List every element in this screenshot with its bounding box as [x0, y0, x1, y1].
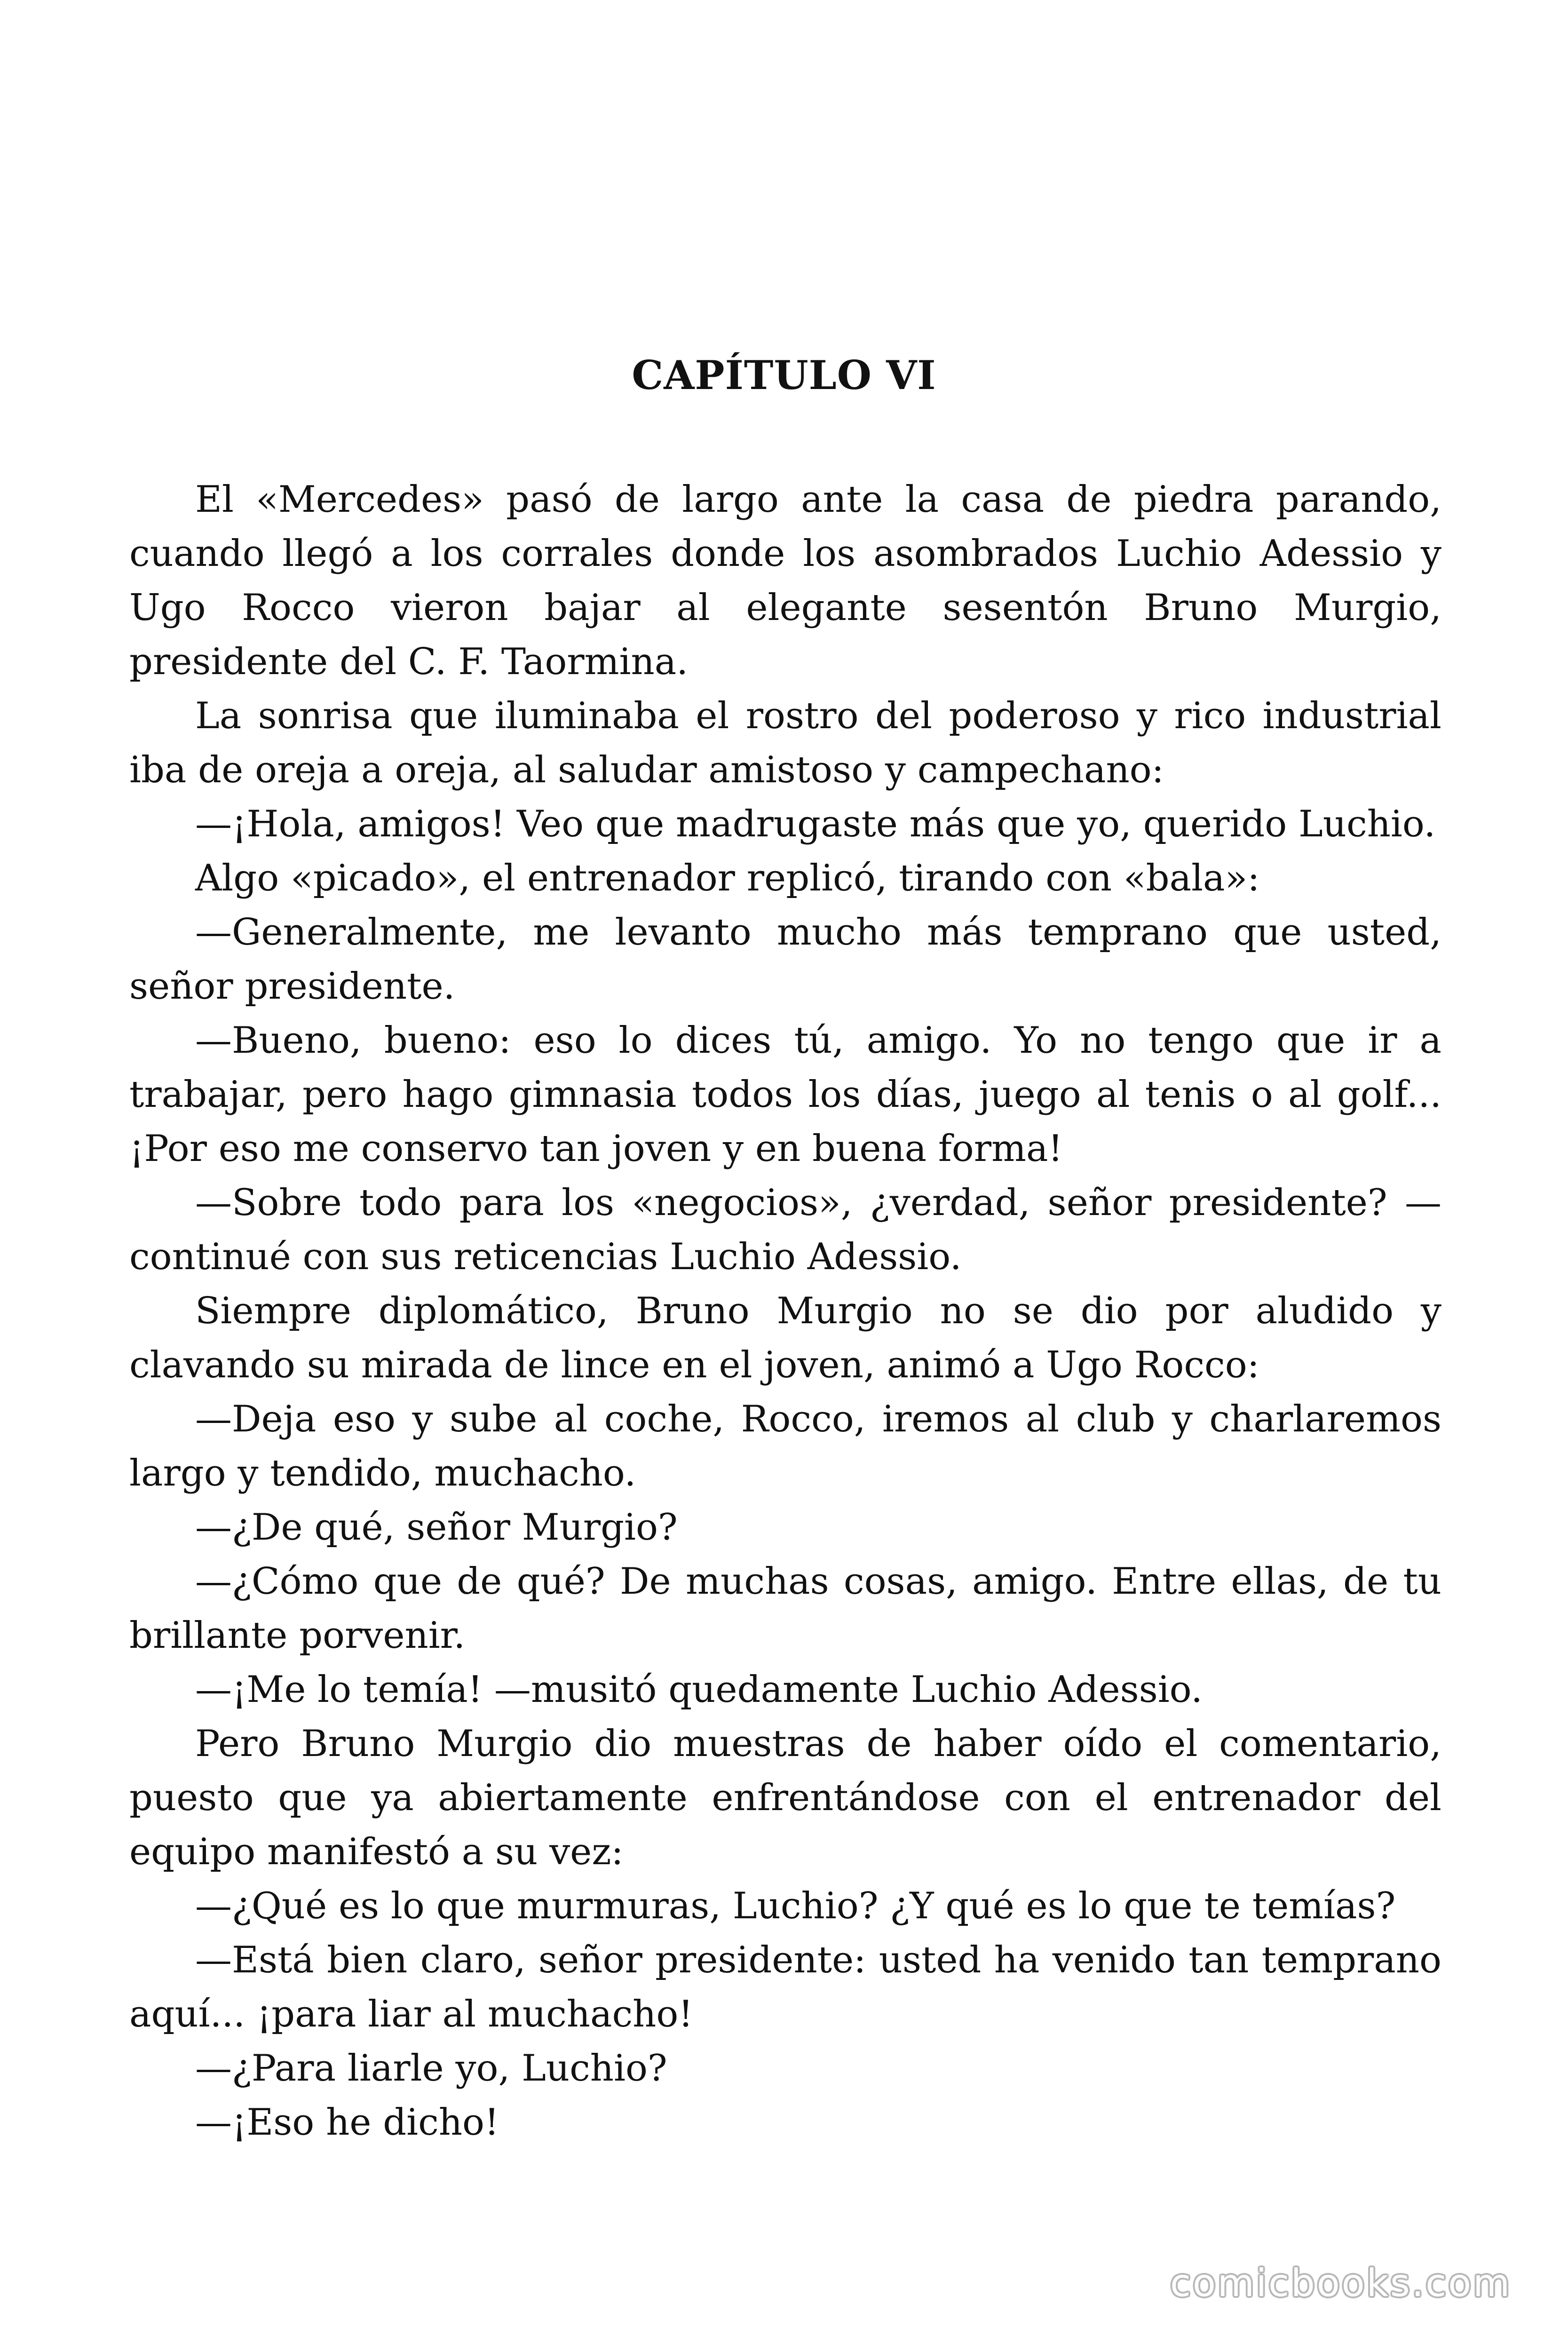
- paragraph: —¿Cómo que de qué? De muchas cosas, amigo. Entre ellas, de tu brillante porvenir.: [129, 1560, 1441, 1657]
- paragraph: La sonrisa que iluminaba el rostro del poderoso y rico industrial iba de oreja a oreja, al saludar amistoso y campechano:: [129, 695, 1441, 791]
- paragraph: El «Mercedes» pasó de largo ante la casa de piedra parando, cuando llegó a los corrales donde los asombrados Luchio Adessio y Ugo Rocco vieron bajar al elegante sesentón Bruno Murgio, presidente del C. F. Taormina.: [129, 478, 1441, 683]
- paragraph: —Sobre todo para los «negocios», ¿verdad, señor presidente? —continué con sus reticencias Luchio Adessio.: [129, 1182, 1441, 1278]
- paragraph: Algo «picado», el entrenador replicó, tirando con «bala»:: [195, 857, 1260, 899]
- chapter-body: [129, 473, 1441, 2150]
- watermark: comicbooks.com: [1170, 2261, 1512, 2305]
- chapter-title: CAPÍTULO VI: [632, 352, 936, 399]
- paragraph: —¡Hola, amigos! Veo que madrugaste más que yo, querido Luchio.: [195, 803, 1436, 845]
- paragraph: —¿Para liarle yo, Luchio?: [195, 2047, 667, 2090]
- paragraph: —¿Qué es lo que murmuras, Luchio? ¿Y qué es lo que te temías?: [195, 1885, 1396, 1927]
- paragraph: —¡Me lo temía! —musitó quedamente Luchio Adessio.: [195, 1669, 1203, 1711]
- paragraph: Siempre diplomático, Bruno Murgio no se dio por aludido y clavando su mirada de lince en el joven, animó a Ugo Rocco:: [129, 1290, 1441, 1386]
- paragraph: Pero Bruno Murgio dio muestras de haber oído el comentario, puesto que ya abiertamente enfrentándose con el entrenador del equipo manifestó a su vez:: [129, 1723, 1441, 1873]
- paragraph: —¡Eso he dicho!: [195, 2101, 499, 2144]
- paragraph: —Generalmente, me levanto mucho más temprano que usted, señor presidente.: [129, 911, 1441, 1008]
- paragraph: —Está bien claro, señor presidente: usted ha venido tan temprano aquí... ¡para liar al muchacho!: [129, 1939, 1441, 2035]
- paragraph: —Bueno, bueno: eso lo dices tú, amigo. Yo no tengo que ir a trabajar, pero hago gimnasia todos los días, juego al tenis o al golf... ¡Por eso me conservo tan joven y en buena forma!: [129, 1019, 1441, 1170]
- paragraph: —Deja eso y sube al coche, Rocco, iremos al club y charlaremos largo y tendido, muchacho.: [129, 1398, 1441, 1494]
- paragraph: —¿De qué, señor Murgio?: [195, 1506, 678, 1549]
